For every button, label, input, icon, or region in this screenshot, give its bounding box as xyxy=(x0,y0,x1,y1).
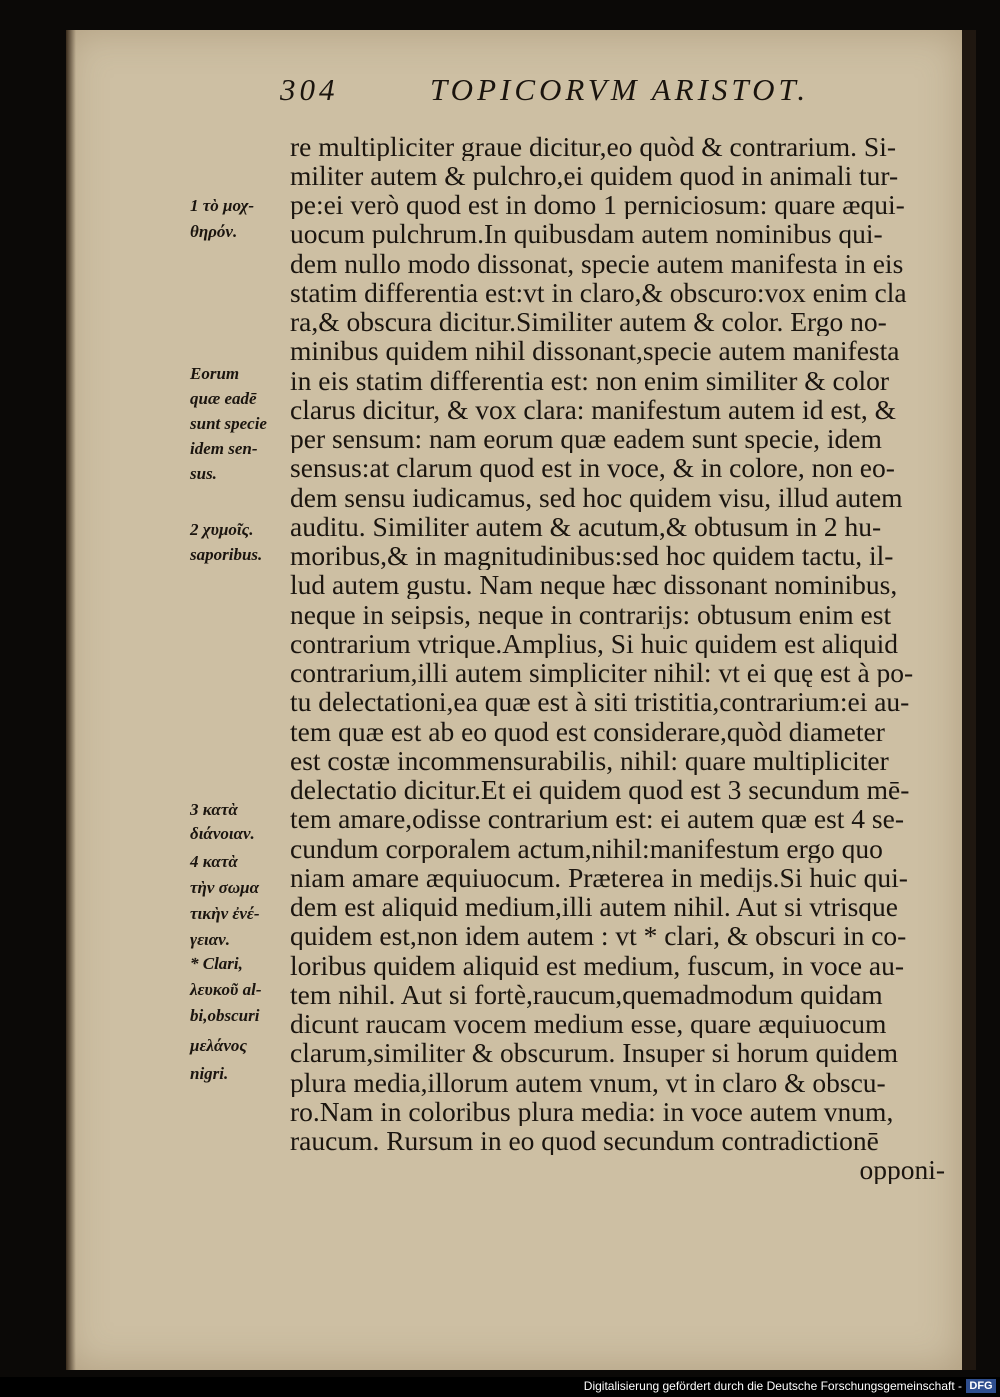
body-line: cundum corporalem actum,nihil:manifestum ergo quo xyxy=(290,834,883,863)
body-line: pe:ei verò quod est in domo 1 perniciosum: quare æqui- xyxy=(290,190,905,219)
body-line: lud autem gustu. Nam neque hæc dissonant nominibus, xyxy=(290,570,898,599)
margin-note: nigri. xyxy=(190,1064,229,1083)
margin-note: λευκοῦ al- xyxy=(190,980,262,999)
body-line: raucum. Rursum in eo quod secundum contradictionē xyxy=(290,1126,879,1155)
body-line: plura media,illorum autem vnum, vt in claro & obscu- xyxy=(290,1068,886,1097)
body-line: loribus quidem aliquid est medium, fuscum, in voce au- xyxy=(290,951,905,980)
body-line: delectatio dicitur.Et ei quidem quod est 3 secundum mē- xyxy=(290,775,910,804)
body-line: sensus:at clarum quod est in voce, & in colore, non eo- xyxy=(290,453,895,482)
body-line: contrarium vtrique.Amplius, Si huic quidem est aliquid xyxy=(290,629,898,658)
margin-note: sus. xyxy=(190,464,217,483)
margin-note: μελάνος xyxy=(190,1036,248,1055)
dfg-logo-icon: DFG xyxy=(966,1379,996,1393)
body-line: tem quæ est ab eo quod est considerare,quòd diameter xyxy=(290,717,885,746)
body-line: statim differentia est:vt in claro,& obscuro:vox enim cla xyxy=(290,278,907,307)
body-line: ra,& obscura dicitur.Similiter autem & color. Ergo no- xyxy=(290,307,887,336)
margin-note: 2 χυμοῖς. xyxy=(190,520,254,539)
body-line: contrarium,illi autem simpliciter nihil: vt ei quę est à po- xyxy=(290,658,914,687)
margin-note: quæ eadē xyxy=(190,389,257,408)
body-line: clarum,similiter & obscurum. Insuper si horum quidem xyxy=(290,1038,898,1067)
margin-note: τικὴν ἐνέ- xyxy=(190,904,260,923)
body-line: militer autem & pulchro,ei quidem quod in animali tur- xyxy=(290,161,899,190)
body-line: ro.Nam in coloribus plura media: in voce autem vnum, xyxy=(290,1097,894,1126)
body-line: neque in seipsis, neque in contrarijs: obtusum enim est xyxy=(290,600,892,629)
margin-note: * Clari, xyxy=(190,954,243,973)
margin-note: idem sen- xyxy=(190,439,258,458)
body-line: niam amare æquiuocum. Præterea in medijs.Si huic qui- xyxy=(290,863,908,892)
body-line: est costæ incommensurabilis, nihil: quare multipliciter xyxy=(290,746,889,775)
margin-note: 3 κατὰ xyxy=(190,800,238,819)
body-line: dem sensu iudicamus, sed hoc quidem visu, illud autem xyxy=(290,483,903,512)
body-line: clarus dicitur, & vox clara: manifestum autem id est, & xyxy=(290,395,897,424)
margin-note: 4 κατὰ xyxy=(190,852,238,871)
catchword: opponi- xyxy=(859,1155,945,1184)
body-line: tu delectationi,ea quæ est à siti tristitia,contrarium:ei au- xyxy=(290,687,910,716)
body-line: uocum pulchrum.In quibusdam autem nominibus qui- xyxy=(290,219,883,248)
margin-note: θηρόν. xyxy=(190,222,238,241)
margin-note: saporibus. xyxy=(190,545,263,564)
digitization-footer xyxy=(0,1377,1000,1397)
body-line: tem amare,odisse contrarium est: ei autem quæ est 4 se- xyxy=(290,804,904,833)
running-header xyxy=(280,72,940,112)
margin-note: 1 τὸ μοχ- xyxy=(190,196,255,215)
body-line: auditu. Similiter autem & acutum,& obtusum in 2 hu- xyxy=(290,512,882,541)
funding-notice: Digitalisierung gefördert durch die Deutsche Forschungsgemeinschaft - xyxy=(583,1379,962,1393)
margin-note: τὴν σωμα xyxy=(190,878,259,897)
body-line: re multipliciter graue dicitur,eo quòd & contrarium. Si- xyxy=(290,132,897,161)
body-line: minibus quidem nihil dissonant,specie autem manifesta xyxy=(290,336,900,365)
body-line: in eis statim differentia est: non enim similiter & color xyxy=(290,366,890,395)
running-title: TOPICORVM ARISTOT. xyxy=(430,72,810,107)
margin-note: bi,obscuri xyxy=(190,1006,260,1025)
body-line: dem nullo modo dissonat, specie autem manifesta in eis xyxy=(290,249,904,278)
margin-note: Eorum xyxy=(190,364,240,383)
page-gutter-shadow xyxy=(66,30,76,1370)
body-line: per sensum: nam eorum quæ eadem sunt specie, idem xyxy=(290,424,882,453)
body-line: dicunt raucam vocem medium esse, quare æquiuocum xyxy=(290,1009,887,1038)
margin-note: διάνοιαν. xyxy=(190,824,255,843)
body-line: dem est aliquid medium,illi autem nihil. Aut si vtrisque xyxy=(290,892,898,921)
body-line: moribus,& in magnitudinibus:sed hoc quidem tactu, il- xyxy=(290,541,894,570)
body-line: quidem est,non idem autem : vt * clari, & obscuri in co- xyxy=(290,921,907,950)
page-number: 304 xyxy=(280,72,339,107)
margin-note: γειαν. xyxy=(190,930,230,949)
margin-note: sunt specie xyxy=(190,414,267,433)
body-line: tem nihil. Aut si fortè,raucum,quemadmodum quidam xyxy=(290,980,883,1009)
